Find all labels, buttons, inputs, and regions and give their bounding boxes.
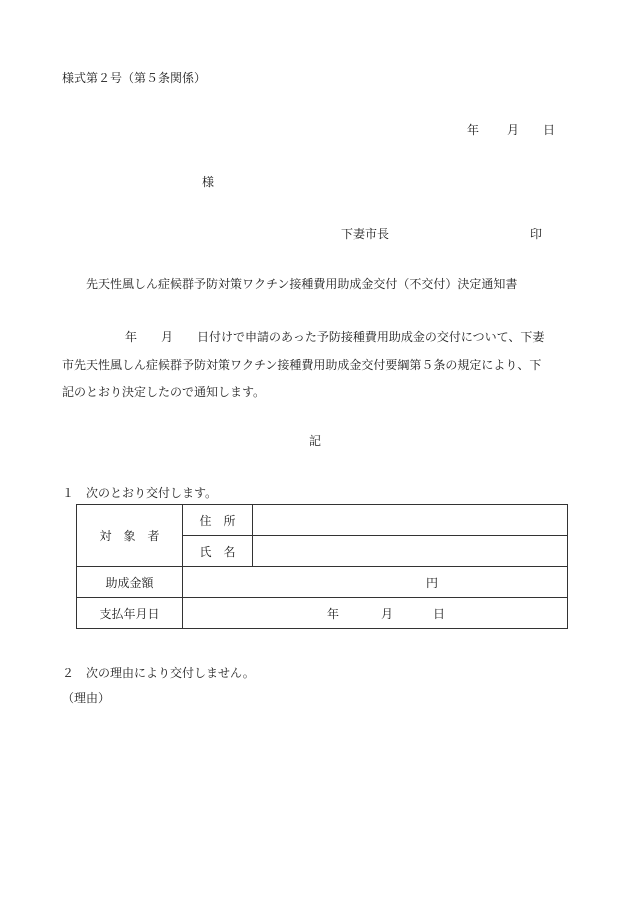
section-1-heading: １ 次のとおり交付します。 xyxy=(62,486,218,500)
section-2-heading: ２ 次の理由により交付しません。 xyxy=(62,666,255,680)
date-month: 月 xyxy=(507,123,520,137)
target-label: 対 象 者 xyxy=(77,505,183,567)
grant-table xyxy=(76,504,568,629)
paydate-value xyxy=(183,598,568,629)
document-title: 先天性風しん症候群予防対策ワクチン接種費用助成金交付（不交付）決定通知書 xyxy=(86,277,518,291)
ki-heading: 記 xyxy=(308,434,321,448)
name-label: 氏 名 xyxy=(183,536,253,567)
name-value xyxy=(253,536,568,567)
body-line: 記のとおり決定したので通知します。 xyxy=(62,385,266,399)
date-year: 年 xyxy=(467,123,480,137)
table-row xyxy=(77,567,568,598)
amount-label: 助成金額 xyxy=(77,567,183,598)
form-number: 様式第２号（第５条関係） xyxy=(62,71,207,85)
amount-unit: 円 xyxy=(183,567,568,598)
paydate-label: 支払年月日 xyxy=(77,598,183,629)
body-line: 市先天性風しん症候群予防対策ワクチン接種費用助成金交付要綱第５条の規定により、下 xyxy=(62,357,542,372)
body-line: 年 月 日付けで申請のあった予防接種費用助成金の交付について、下妻 xyxy=(125,330,545,344)
seal-mark: 印 xyxy=(530,227,543,241)
paydate-month: 月 xyxy=(381,606,394,621)
addressee: 様 xyxy=(202,175,215,189)
table-row xyxy=(77,505,568,536)
address-value xyxy=(253,505,568,536)
paydate-year: 年 xyxy=(327,606,340,621)
table-row xyxy=(77,598,568,629)
paydate-day: 日 xyxy=(433,606,446,621)
reason-label: （理由） xyxy=(62,691,111,705)
address-label: 住 所 xyxy=(183,505,253,536)
date-day: 日 xyxy=(543,123,556,137)
issue-date xyxy=(467,121,555,138)
body-paragraph xyxy=(62,324,572,407)
sender-name: 下妻市長 xyxy=(341,227,390,241)
